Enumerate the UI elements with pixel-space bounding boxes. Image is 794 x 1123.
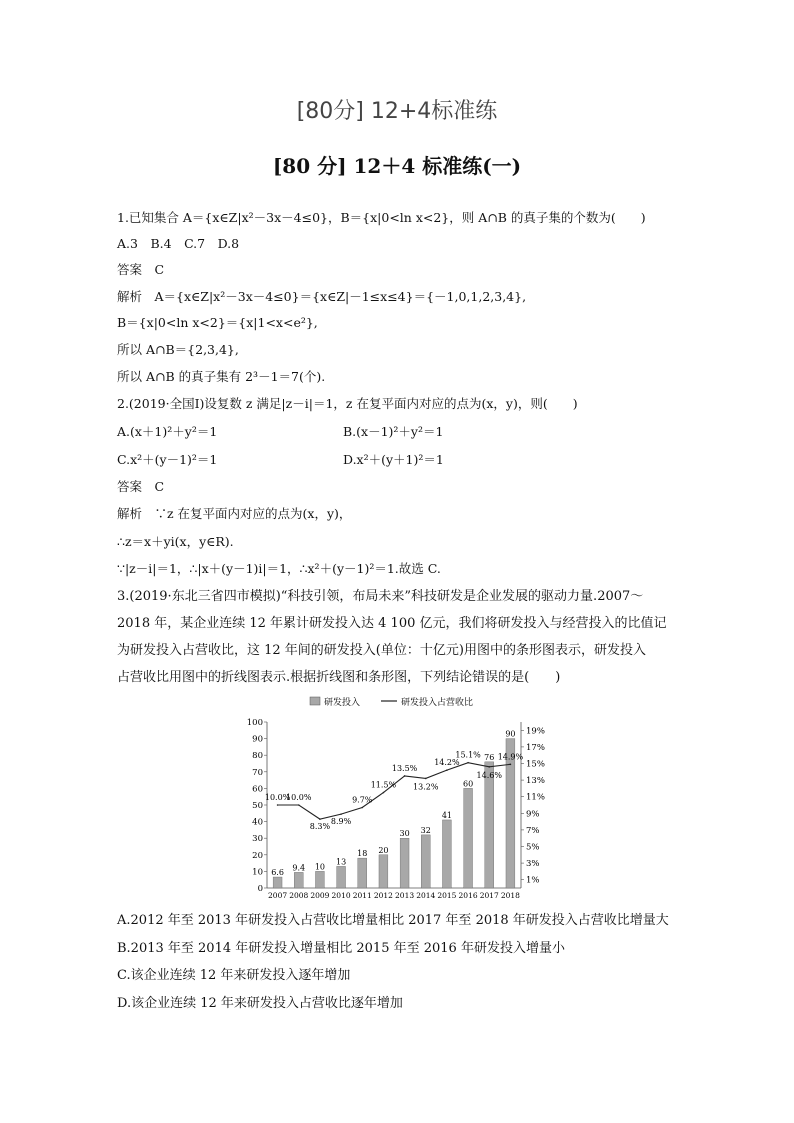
right-tick-label: 17% xyxy=(526,742,545,753)
ratio-label: 15.1% xyxy=(455,750,481,760)
left-tick-label: 30 xyxy=(252,834,263,845)
q3-option-a: A.2012 年至 2013 年研发投入占营收比增量相比 2017 年至 2018 年研发投入占营收比增量大 xyxy=(117,913,669,928)
left-tick-label: 80 xyxy=(252,751,263,762)
q3-stem-line: 3.(2019·东北三省四市模拟)“科技引领，布局未来”科技研发是企业发展的驱动力量.2007～ xyxy=(117,589,644,604)
q3-stem-line: 占营收比用图中的折线图表示.根据折线图和条形图，下列结论错误的是( ) xyxy=(117,670,561,685)
left-tick-label: 60 xyxy=(252,784,263,795)
x-tick-label: 2008 xyxy=(289,891,309,900)
right-tick-label: 7% xyxy=(526,825,540,836)
ratio-label: 8.9% xyxy=(330,817,352,827)
left-tick-label: 100 xyxy=(246,718,263,728)
x-tick-label: 2012 xyxy=(373,891,393,900)
ratio-point xyxy=(361,807,363,809)
bar-value-label: 32 xyxy=(420,825,431,835)
bar xyxy=(400,838,409,888)
bar-value-label: 20 xyxy=(378,845,389,855)
ratio-point xyxy=(383,792,385,794)
ratio-point xyxy=(340,813,342,815)
bar-value-label: 90 xyxy=(505,729,516,739)
ratio-label: 11.5% xyxy=(370,780,397,790)
q1-analysis-line: 所以 A∩B＝{2,3,4}, xyxy=(117,342,239,357)
q1-analysis-line: 解析 A＝{x∈Z|x²－3x－4≤0}＝{x∈Z|－1≤x≤4}＝{－1,0,1,2,3,4}, xyxy=(117,289,527,304)
q1-answer: 答案 C xyxy=(117,262,165,277)
ratio-point xyxy=(425,778,427,780)
ratio-point xyxy=(467,762,469,764)
q1-analysis-line: B＝{x|0<ln x<2}＝{x|1<x<e²}, xyxy=(117,315,318,330)
x-tick-label: 2011 xyxy=(352,891,372,900)
x-tick-label: 2018 xyxy=(500,891,520,900)
ratio-point xyxy=(404,775,406,777)
right-tick-label: 19% xyxy=(526,726,545,737)
left-tick-label: 10 xyxy=(252,867,263,878)
right-tick-label: 9% xyxy=(526,809,540,820)
legend-bar-label: 研发投入 xyxy=(324,698,361,708)
ratio-point xyxy=(446,769,448,771)
ratio-point xyxy=(488,766,490,768)
bar-value-label: 18 xyxy=(357,849,368,859)
legend-bar-swatch xyxy=(310,697,320,705)
rd-chart xyxy=(225,692,565,910)
x-tick-label: 2017 xyxy=(479,891,499,900)
bar xyxy=(442,820,451,888)
right-tick-label: 3% xyxy=(526,859,540,870)
q3-option-c: C.该企业连续 12 年来研发投入逐年增加 xyxy=(117,968,351,983)
ratio-point xyxy=(510,764,512,766)
right-tick-label: 11% xyxy=(526,792,545,803)
ratio-label: 14.6% xyxy=(476,770,502,780)
ratio-label: 8.3% xyxy=(309,822,331,832)
ratio-label: 10.0% xyxy=(286,793,312,802)
ratio-point xyxy=(319,818,321,820)
q2-option-a: A.(x＋1)²＋y²＝1 xyxy=(117,424,218,439)
right-tick-label: 1% xyxy=(526,875,540,886)
x-tick-label: 2014 xyxy=(416,891,436,900)
bar xyxy=(315,871,324,888)
page-header-title: [80分] 12+4标准练 xyxy=(296,99,498,124)
left-tick-label: 50 xyxy=(252,801,263,811)
right-tick-label: 13% xyxy=(526,776,545,787)
x-tick-label: 2010 xyxy=(331,891,351,900)
ratio-label: 9.7% xyxy=(352,795,373,805)
bar xyxy=(485,762,494,888)
q2-option-c: C.x²＋(y－1)²＝1 xyxy=(117,452,218,467)
left-tick-label: 0 xyxy=(257,884,263,894)
q3-option-b: B.2013 年至 2014 年研发投入增量相比 2015 年至 2016 年研发投入增量小 xyxy=(117,941,565,956)
bar xyxy=(294,872,303,888)
ratio-label: 13.2% xyxy=(413,782,439,792)
ratio-label: 14.9% xyxy=(497,752,524,762)
q3-stem-line: 2018 年，某企业连续 12 年累计研发投入达 4 100 亿元，我们将研发投入与经营投入的比值记 xyxy=(117,616,667,631)
right-tick-label: 5% xyxy=(526,842,540,853)
q2-analysis-line: 解析 ∵z 在复平面内对应的点为(x，y)， xyxy=(117,506,352,521)
bar-value-label: 10 xyxy=(314,862,326,872)
bar xyxy=(358,858,367,888)
ratio-point xyxy=(298,804,300,806)
x-tick-label: 2007 xyxy=(268,891,288,900)
bar-value-label: 9.4 xyxy=(292,863,306,873)
bar xyxy=(421,835,430,888)
bar-value-label: 6.6 xyxy=(271,868,284,878)
q2-analysis-line: ∴z＝x＋yi(x，y∈R). xyxy=(117,534,234,549)
rd-chart-svg xyxy=(225,692,565,906)
left-tick-label: 20 xyxy=(252,850,263,861)
bar-value-label: 30 xyxy=(399,829,410,839)
ratio-label: 10.0% xyxy=(264,793,291,802)
left-tick-label: 40 xyxy=(252,817,263,828)
bar-value-label: 41 xyxy=(441,810,453,820)
q2-analysis-line: ∵|z－i|＝1，∴|x＋(y－1)i|＝1，∴x²＋(y－1)²＝1.故选 C. xyxy=(117,561,441,576)
ratio-label: 13.5% xyxy=(391,763,418,773)
bar-value-label: 60 xyxy=(462,779,474,789)
bar xyxy=(273,877,282,888)
q2-answer: 答案 C xyxy=(117,479,165,494)
q2-option-d: D.x²＋(y＋1)²＝1 xyxy=(343,452,444,467)
bar xyxy=(464,788,473,888)
q2-option-b: B.(x－1)²＋y²＝1 xyxy=(343,424,444,439)
right-tick-label: 15% xyxy=(526,759,545,770)
bar xyxy=(379,855,388,888)
left-tick-label: 90 xyxy=(252,734,263,745)
q1-analysis-line: 所以 A∩B 的真子集有 2³－1＝7(个). xyxy=(117,369,326,384)
ratio-point xyxy=(277,804,279,806)
q3-option-d: D.该企业连续 12 年来研发投入占营收比逐年增加 xyxy=(117,996,403,1011)
bar-value-label: 13 xyxy=(335,857,347,867)
page-title: [80 分] 12＋4 标准练(一) xyxy=(272,154,522,178)
x-tick-label: 2016 xyxy=(458,891,478,900)
q1-options: A.3 B.4 C.7 D.8 xyxy=(117,236,240,251)
bar-value-label: 76 xyxy=(484,752,495,762)
x-tick-label: 2015 xyxy=(437,891,457,900)
x-tick-label: 2013 xyxy=(395,891,415,900)
q2-stem: 2.(2019·全国Ⅰ)设复数 z 满足|z－i|＝1，z 在复平面内对应的点为(x，y)，则( ) xyxy=(117,396,578,411)
bar xyxy=(337,866,346,888)
x-tick-label: 2009 xyxy=(310,891,330,900)
q1-stem: 1.已知集合 A＝{x∈Z|x²－3x－4≤0}，B＝{x|0<ln x<2}，则 A∩B 的真子集的个数为( ) xyxy=(117,210,646,225)
legend-line-label: 研发投入占营收比 xyxy=(401,698,474,708)
ratio-label: 14.2% xyxy=(434,758,460,768)
q3-stem-line: 为研发投入占营收比，这 12 年间的研发投入(单位：十亿元)用图中的条形图表示，研发投入 xyxy=(117,643,646,658)
left-tick-label: 70 xyxy=(252,767,263,778)
